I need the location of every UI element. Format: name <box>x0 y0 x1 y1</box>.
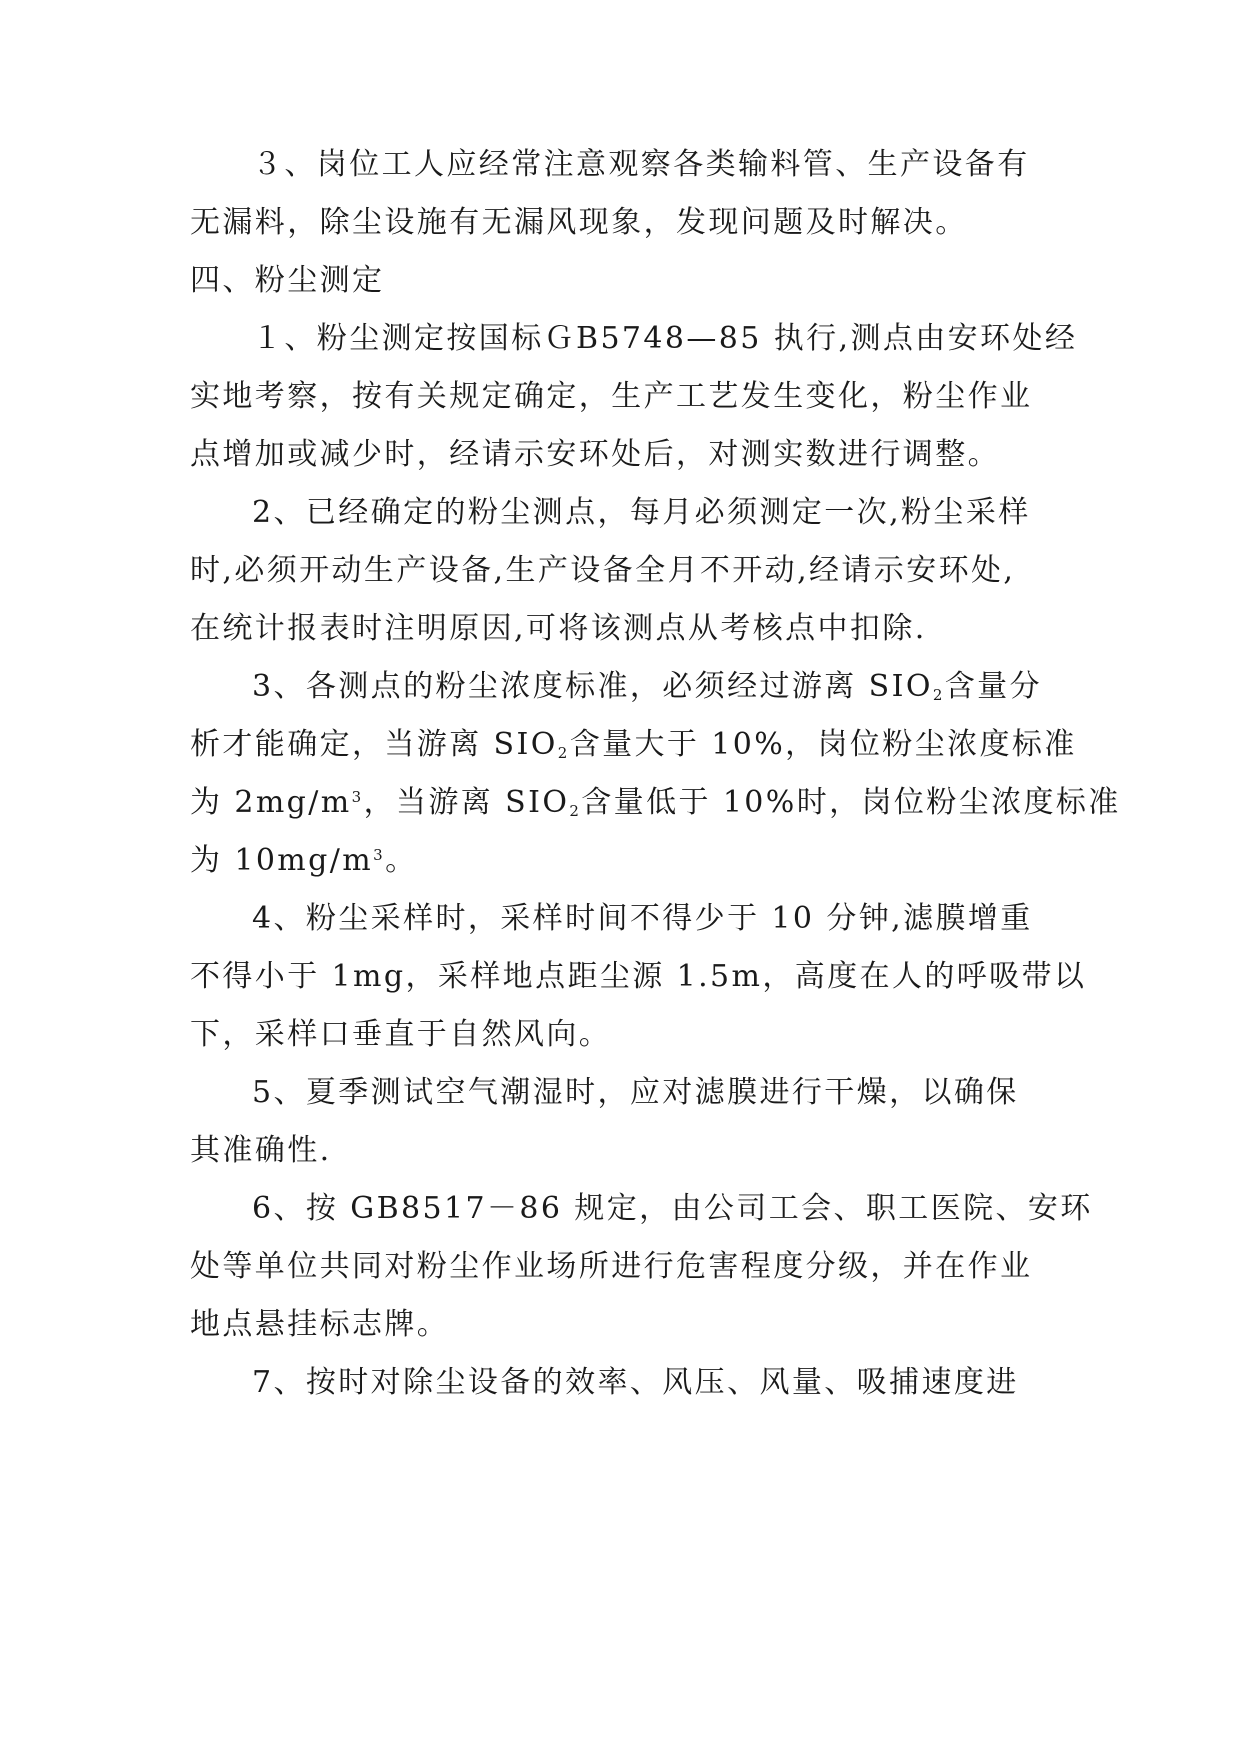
paragraph-line: １、粉尘测定按国标ＧB5748—85 执行,测点由安环处经 <box>252 321 1078 356</box>
paragraph-line: 在统计报表时注明原因,可将该测点从考核点中扣除. <box>190 611 927 646</box>
paragraph-line: 7、按时对除尘设备的效率、风压、风量、吸捕速度进 <box>252 1365 1019 1400</box>
paragraph-line: 点增加或减少时，经请示安环处后，对测实数进行调整。 <box>190 437 1000 472</box>
superscript: 3 <box>373 846 386 864</box>
paragraph-line: 无漏料，除尘设施有无漏风现象，发现问题及时解决。 <box>190 205 968 240</box>
paragraph-line: 时,必须开动生产设备,生产设备全月不开动,经请示安环处, <box>190 553 1016 588</box>
subscript: 2 <box>932 686 945 704</box>
paragraph-line: 不得小于 1mg，采样地点距尘源 1.5m，高度在人的呼吸带以 <box>190 959 1087 994</box>
paragraph-line: ３、岗位工人应经常注意观察各类输料管、生产设备有 <box>252 147 1030 182</box>
paragraph-line: 为 $2mg/m^3$，当游离 $SIO_2$含量低于 10%时，岗位粉尘浓度标准 <box>190 785 1121 820</box>
paragraph-line: 下，采样口垂直于自然风向。 <box>190 1017 612 1052</box>
paragraph-line: 处等单位共同对粉尘作业场所进行危害程度分级，并在作业 <box>190 1249 1033 1284</box>
subscript: 2 <box>569 802 582 820</box>
superscript: 3 <box>351 788 364 806</box>
paragraph-line: 其准确性. <box>190 1133 332 1168</box>
subscript: 2 <box>557 744 570 762</box>
paragraph-line: 3、各测点的粉尘浓度标准，必须经过游离 $SIO_2$含量分 <box>252 669 1042 704</box>
paragraph-line: 实地考察，按有关规定确定，生产工艺发生变化，粉尘作业 <box>190 379 1033 414</box>
paragraph-line: 2、已经确定的粉尘测点，每月必须测定一次,粉尘采样 <box>252 495 1031 530</box>
section-heading: 四、粉尘测定 <box>190 263 385 298</box>
paragraph-line: 为 $10mg/m^3$。 <box>190 843 418 878</box>
paragraph-line: 4、粉尘采样时，采样时间不得少于 10 分钟,滤膜增重 <box>252 901 1033 936</box>
paragraph-line: 6、按 GB8517－86 规定，由公司工会、职工医院、安环 <box>252 1191 1093 1226</box>
paragraph-line: 析才能确定，当游离 $SIO_2$含量大于 10%，岗位粉尘浓度标准 <box>190 727 1077 762</box>
paragraph-line: 5、夏季测试空气潮湿时，应对滤膜进行干燥，以确保 <box>252 1075 1019 1110</box>
paragraph-line: 地点悬挂标志牌。 <box>190 1307 450 1342</box>
